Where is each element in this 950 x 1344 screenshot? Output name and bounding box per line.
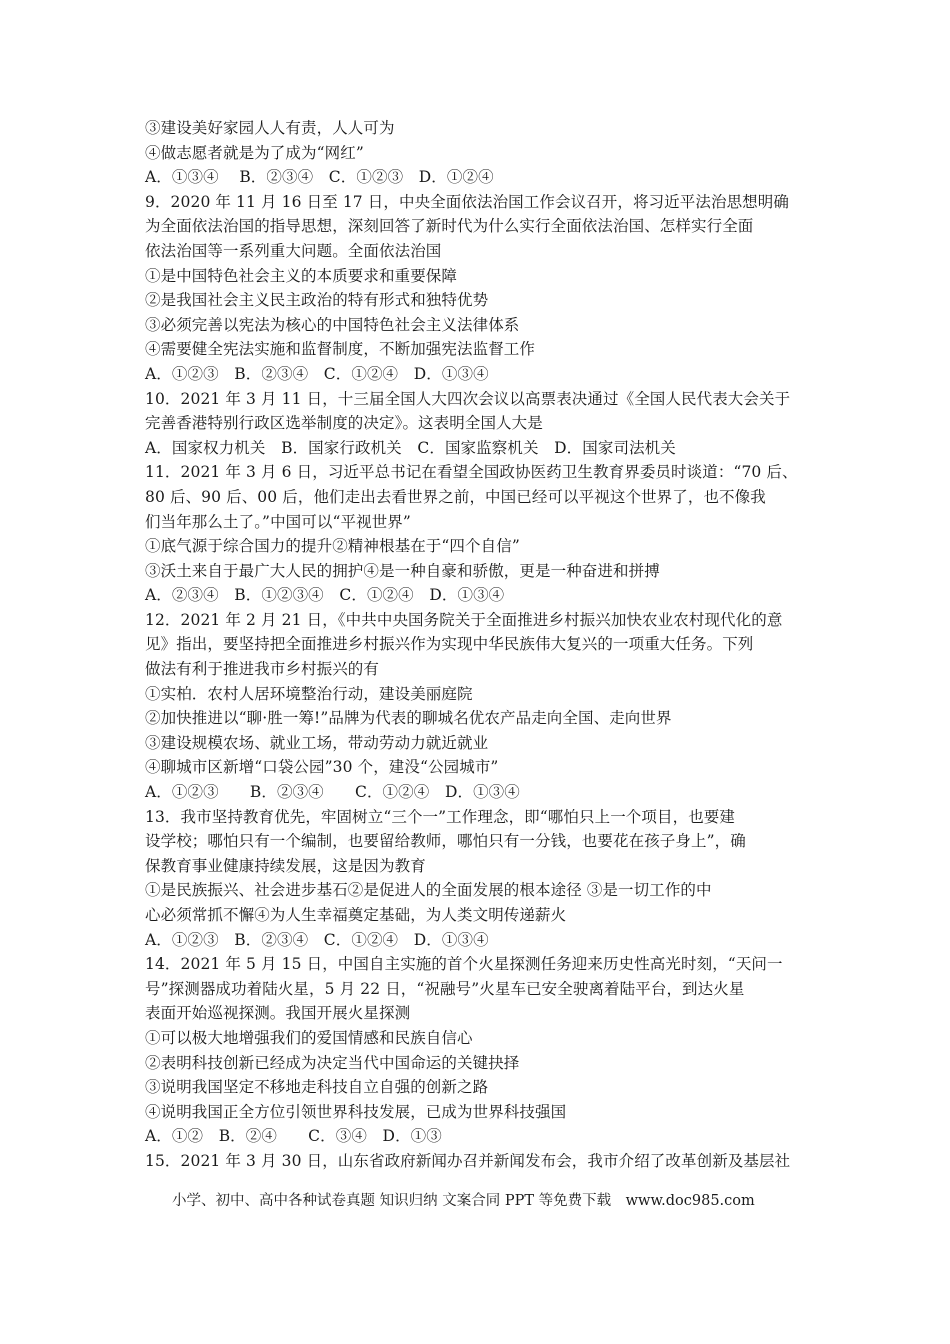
- text-line: 号”探测器成功着陆火星，5 月 22 日，“祝融号”火星车已安全驶离着陆平台，到达火星: [145, 979, 745, 998]
- text-line: ①实柏．农村人居环境整治行动，建设美丽庭院: [145, 684, 473, 703]
- text-line: ④需要健全宪法实施和监督制度，不断加强宪法监督工作: [145, 340, 536, 359]
- text-line: 心必须常抓不懈④为人生幸福奠定基础，为人类文明传递薪火: [145, 906, 567, 924]
- text-line: ③建设美好家园人人有责，人人可为: [145, 119, 395, 137]
- text-line: 表面开始巡视探测。我国开展火星探测: [145, 1004, 411, 1023]
- text-line: 依法治国等一系列重大问题。全面依法治国: [145, 241, 442, 260]
- text-line: 们当年那么土了。”中国可以“平视世界”: [145, 512, 411, 531]
- question-10: 10．2021 年 3 月 11 日，十三届全国人大四次会议以高票表决通过《全国人民代表大会关于: [145, 389, 791, 408]
- answer-options: A．①② B．②④ C．③④ D．①③: [145, 1127, 442, 1146]
- question-12: 12．2021 年 2 月 21 日，《中共中央国务院关于全面推进乡村振兴加快农业农村现代化的意: [145, 610, 783, 629]
- text-line: ④做志愿者就是为了成为“网红”: [145, 143, 364, 162]
- page-footer: 小学、初中、高中各种试卷真题 知识归纳 文案合同 PPT 等免费下载 www.doc985.com: [172, 1193, 755, 1209]
- text-line: ①可以极大地增强我们的爱国情感和民族自信心: [145, 1028, 473, 1047]
- answer-options: A．①②③ B．②③④ C．①②④ D．①③④: [145, 364, 489, 383]
- text-line: 见》指出，要坚持把全面推进乡村振兴作为实现中华民族伟大复兴的一项重大任务。下列: [145, 635, 754, 654]
- text-line: ③说明我国坚定不移地走科技自立自强的创新之路: [145, 1078, 489, 1097]
- question-11: 11．2021 年 3 月 6 日，习近平总书记在看望全国政协医药卫生教育界委员时谈道：“70 后、: [145, 463, 798, 482]
- text-line: ③必须完善以宪法为核心的中国特色社会主义法律体系: [145, 315, 520, 334]
- document-body: [145, 116, 815, 1174]
- text-line: 设学校；哪怕只有一个编制，也要留给教师，哪怕只有一分钱，也要花在孩子身上”，确: [145, 832, 746, 851]
- question-14: 14．2021 年 5 月 15 日，中国自主实施的首个火星探测任务迎来历史性高光时刻，“天问一: [145, 955, 783, 974]
- question-15: 15．2021 年 3 月 30 日，山东省政府新闻办召并新闻发布会，我市介绍了改革创新及基层社: [145, 1151, 791, 1170]
- text-line: 完善香港特别行政区选举制度的决定》。这表明全国人大是: [145, 414, 543, 433]
- text-line: 80 后、90 后、00 后，他们走出去看世界之前，中国已经可以平视这个世界了，也不像我: [145, 487, 766, 506]
- answer-options: A．②③④ B．①②③④ C．①②④ D．①③④: [145, 586, 505, 605]
- text-line: ③沃土来自于最广大人民的拥护④是一种自豪和骄傲，更是一种奋进和拼搏: [145, 561, 660, 580]
- text-line: ④聊城市区新增“口袋公园”30 个，建没“公园城市”: [145, 758, 499, 777]
- text-line: ①是民族振兴、社会进步基石②是促进人的全面发展的根本途径 ③是一切工作的中: [145, 881, 712, 900]
- text-line: ①是中国特色社会主义的本质要求和重要保障: [145, 266, 458, 285]
- text-line: 做法有利于推进我市乡村振兴的有: [145, 660, 380, 679]
- text-line: 为全面依法治国的指导思想，深刻回答了新时代为什么实行全面依法治国、怎样实行全面: [145, 217, 754, 236]
- text-line: ②加快推进以“聊·胜一筹!”品牌为代表的聊城名优农产品走向全国、走向世界: [145, 709, 672, 728]
- text-line: ②是我国社会主义民主政治的特有形式和独特优势: [145, 291, 489, 310]
- text-line: ②表明科技创新已经成为决定当代中国命运的关键抉择: [145, 1053, 520, 1072]
- question-13: 13．我市坚持教育优先，牢固树立“三个一”工作理念，即“哪怕只上一个项目，也要建: [145, 807, 735, 826]
- answer-options: A．国家权力机关 B．国家行政机关 C．国家监察机关 D．国家司法机关: [145, 438, 676, 457]
- text-line: 保教育事业健康持续发展，这是因为教育: [145, 856, 426, 875]
- answer-options: A．①③④ B．②③④ C．①②③ D．①②④: [145, 168, 494, 187]
- answer-options: A．①②③ B．②③④ C．①②④ D．①③④: [145, 783, 520, 802]
- answer-options: A．①②③ B．②③④ C．①②④ D．①③④: [145, 930, 489, 949]
- question-9: 9．2020 年 11 月 16 日至 17 日，中央全面依法治国工作会议召开，将习近平法治思想明确: [145, 192, 789, 211]
- text-line: ③建设规模农场、就业工场，带动劳动力就近就业: [145, 733, 489, 752]
- text-line: ④说明我国正全方位引领世界科技发展，已成为世界科技强国: [145, 1102, 567, 1121]
- text-line: ①底气源于综合国力的提升②精神根基在于“四个自信”: [145, 537, 520, 556]
